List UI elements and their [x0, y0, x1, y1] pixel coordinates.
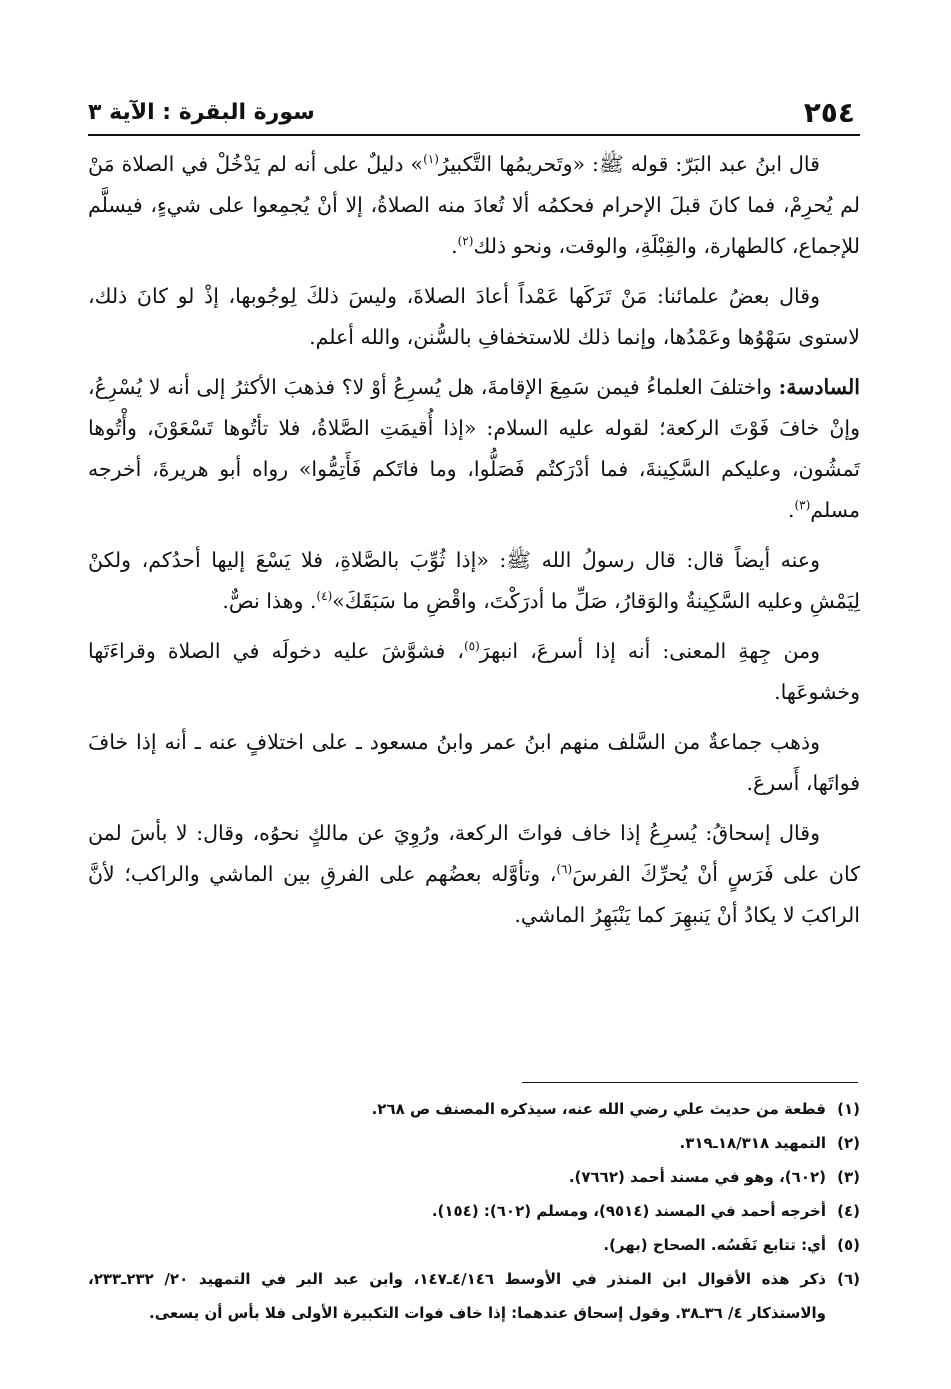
footnotes — [88, 1092, 860, 1330]
text-run: وعنه أيضاً قال: قال رسولُ الله ﷺ: «إذا ثُوِّبَ بالصَّلاةِ، فلا يَسْعَ إليها أحدُكم، ولكنْ لِيَمْشِ وعليه السَّكِينةُ والوَقارُ، صَلِّ ما أدرَكْتَ، واقْضِ ما سَبَقَكَ» — [88, 548, 860, 613]
footnote — [88, 1160, 860, 1194]
footnote — [88, 1126, 860, 1160]
footnote-marker: (٢) — [457, 234, 474, 249]
footnote-marker: (٦) — [556, 862, 573, 877]
paragraph — [88, 631, 860, 713]
footnote-marker: (٤) — [316, 589, 333, 604]
footnote-text: قطعة من حديث علي رضي الله عنه، سيذكره المصنف ص ٢٦٨. — [371, 1100, 826, 1118]
page-header — [88, 92, 855, 132]
footnote-marker: (٣) — [794, 498, 811, 513]
paragraph — [88, 276, 860, 358]
footnote-divider — [522, 1082, 858, 1083]
text-run: وقال إسحاقُ: يُسرِعُ إذا خاف فواتَ الركعة، ورُوِيَ عن مالكٍ نحوُه، وقال: لا بأسَ لمن كان على فَرَسٍ أنْ يُحرِّكَ الفرسَ — [88, 821, 860, 886]
text-run: . — [451, 234, 458, 258]
footnote-text: أخرجه أحمد في المسند (٩٥١٤)، ومسلم (٦٠٢): (١٥٤). — [431, 1202, 826, 1220]
footnote — [88, 1092, 860, 1126]
header-divider — [88, 134, 860, 136]
footnote-text: ذكر هذه الأقوال ابن المنذر في الأوسط ٤/١٤٦ـ١٤٧، وابن عبد البر في التمهيد ٢٠/ ٢٣٢ـ٢٣٣، والاستذكار ٤/ ٣٦ـ٣٨. وقول إسحاق عندهما: إذا خاف فوات التكبيرة الأولى فلا بأس أن يسعى. — [88, 1270, 826, 1322]
text-run: . — [787, 498, 795, 522]
main-text — [88, 144, 860, 945]
text-run: . وهذا نصٌّ. — [222, 589, 317, 613]
footnote-number: (١) — [837, 1100, 860, 1118]
footnote-marker: (١) — [423, 152, 439, 167]
footnote-number: (٤) — [837, 1202, 860, 1220]
footnote-number: (٦) — [837, 1270, 860, 1288]
paragraph — [88, 144, 860, 267]
text-run: واختلفَ العلماءُ فيمن سَمِعَ الإقامةَ، هل يُسرِعُ أوْ لا؟ فذهبَ الأكثرُ إلى أنه لا يُسْرِعُ، وإنْ خافَ فَوْتَ الركعة؛ لقوله عليه السلام: «إذا أُقيمَتِ الصَّلاةُ، فلا تأتُوها تَسْعَوْنَ، وأْتُوها تَمشُون، وعليكم السَّكِينةَ، فما أدْرَكتُم فَصَلُّوا، وما فاتَكم فَأَتِمُّوا» رواه أبو هريرةَ، أخرجه مسلم — [88, 375, 860, 522]
footnote-text: (٦٠٢)، وهو في مسند أحمد (٧٦٦٢). — [568, 1168, 826, 1186]
footnote-number: (٥) — [837, 1236, 860, 1254]
footnote-marker: (٥) — [463, 639, 480, 654]
text-run: وذهب جماعةٌ من السَّلف منهم ابنُ عمر وابنُ مسعود ـ على اختلافٍ عنه ـ أنه إذا خافَ فواتَها، أَسرعَ. — [88, 730, 860, 795]
footnote — [88, 1228, 860, 1262]
text-run: وقال بعضُ علمائنا: مَنْ تَرَكَها عَمْداً أعادَ الصلاةَ، وليسَ ذلكَ لِوجُوبها، إذْ لو كانَ ذلك، لاستوى سَهْوُها وعَمْدُها، وإنما ذلك للاستخفافِ بالسُّنن، والله أعلم. — [88, 284, 860, 349]
paragraph — [88, 367, 860, 531]
text-run: قال ابنُ عبد البَرّ: قوله ﷺ: «وتَحريمُها التَّكبيرُ — [438, 152, 820, 176]
footnote-text: أي: تتابع نَفَسُه. الصحاح (بهر). — [603, 1236, 826, 1254]
footnote-text: التمهيد ١٨/٣١٨ـ٣١٩. — [679, 1134, 826, 1152]
paragraph — [88, 813, 860, 936]
running-title: سورة البقرة : الآية ٣ — [88, 99, 315, 125]
footnote — [88, 1194, 860, 1228]
text-run: » دليلٌ على أنه لم يَدْخُلْ في الصلاة مَنْ لم يُحرِمْ، فما كانَ قبلَ الإحرام فحكمُه ألا تُعادَ منه الصلاةُ، إلا أنْ يُجمِعوا على شيءٍ، فيسلَّم للإجماع، كالطهارة، والقِبْلَةِ، والوقت، ونحو ذلك — [88, 152, 860, 258]
text-run: ، وتأوَّله بعضُهم على الفرقِ بين الماشي والراكب؛ لأنَّ الراكبَ لا يكادُ أنْ يَنبهِرَ كما يَنْبَهِرُ الماشي. — [88, 862, 860, 927]
text-run: ومن جِهةِ المعنى: أنه إذا أسرعَ، انبهرَ — [479, 639, 820, 663]
footnote-number: (٣) — [837, 1168, 860, 1186]
paragraph — [88, 722, 860, 804]
page-number: ٢٥٤ — [803, 95, 855, 129]
text-run: ، فشوَّشَ عليه دخولَه في الصلاة وقراءَتَها وخشوعَها. — [88, 639, 860, 704]
paragraph — [88, 540, 860, 622]
footnote — [88, 1262, 860, 1330]
text-run: السادسة: — [778, 375, 860, 399]
footnote-number: (٢) — [837, 1134, 860, 1152]
